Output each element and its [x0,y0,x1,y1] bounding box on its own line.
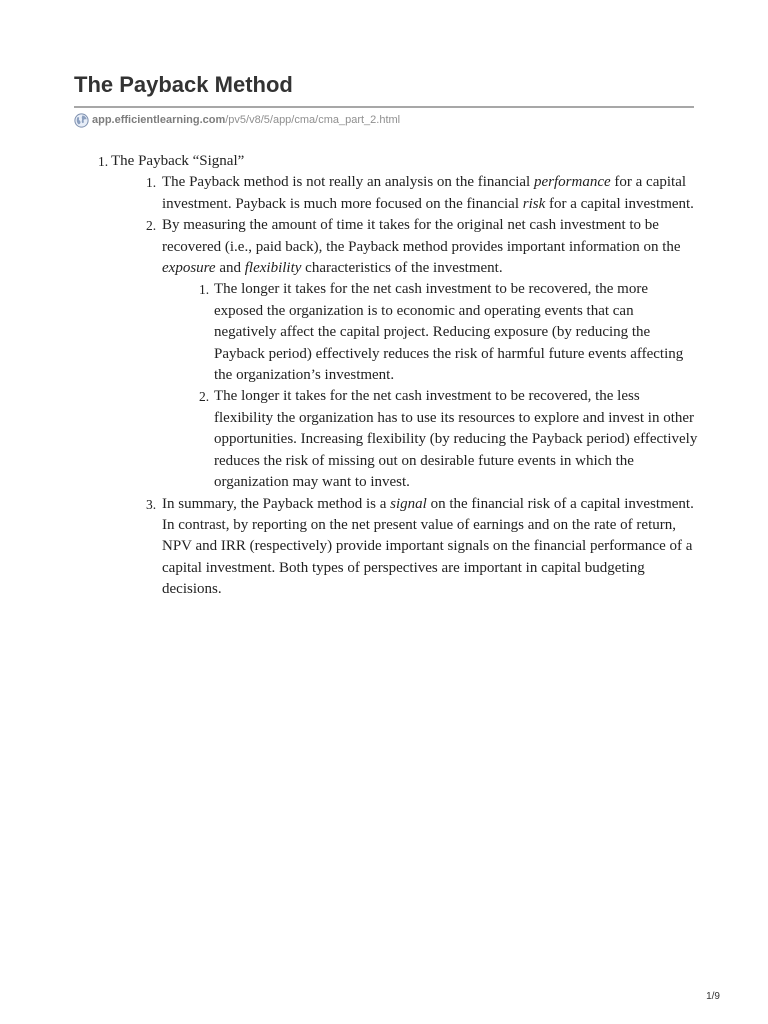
list-item [146,494,698,601]
paragraph-text: The longer it takes for the net cash investment to be recovered, the less flexibility the organization has to use its resources to explore and invest in other opportunities. Increasing flexibility (by reducing the Payback period) effectively reduces the risk of missing out on desirable future events in which the organization may want to invest. [214,388,698,491]
emphasis-text: exposure [162,260,216,277]
list-number: 3. [146,496,157,512]
list-item [146,172,698,215]
paragraph-text: for a capital investment. Payback is much more focused on the financial [162,174,687,212]
paragraph-text: The longer it takes for the net cash investment to be recovered, the more exposed the organization is to economic and operating events that can negatively affect the capital project. Reducing exposure (by reducing the Payback period) effectively reduces the risk of harmful future events affecting the organization’s investment. [214,281,684,384]
outline-list [98,151,698,601]
source-host: app.efficientlearning.com [92,114,226,126]
sub-sub-list [200,279,698,493]
list-number: 1. [98,154,109,169]
document-body [98,151,698,601]
source-path: /pv5/v8/5/app/cma/cma_part_2.html [225,114,401,126]
page-indicator: 1/9 [706,991,720,1002]
emphasis-text: performance [533,174,611,191]
list-item [98,151,698,601]
source-url[interactable] [74,112,400,128]
paragraph-text: on the financial risk of a capital investment. In contrast, by reporting on the net present value of earnings and on the rate of return, NPV and IRR (respectively) provide important signals on the financial performance of a capital investment. Both types of perspectives are important in capital budgeting decisions. [162,495,694,598]
list-item [146,215,698,493]
paragraph-text: and [215,260,245,277]
list-number: 2. [146,218,157,234]
emphasis-text: flexibility [244,260,302,277]
list-number: 1. [146,175,157,191]
list-number: 2. [199,389,210,405]
paragraph-text: for a capital investment. [545,195,694,212]
section-heading: The Payback “Signal” [111,153,245,169]
page-title: The Payback Method [74,72,293,97]
paragraph-text: In summary, the Payback method is a [162,495,391,512]
paragraph-text: characteristics of the investment. [301,260,503,277]
emphasis-text: signal [390,495,427,512]
globe-icon [74,113,89,128]
title-divider [74,106,694,108]
sub-list [146,172,698,600]
list-number: 1. [199,282,210,298]
list-item [200,386,698,493]
list-item [200,279,698,386]
emphasis-text: risk [522,195,546,212]
paragraph-text: The Payback method is not really an analysis on the financial [162,174,534,191]
paragraph-text: By measuring the amount of time it takes for the original net cash investment to be recovered (i.e., paid back), the Payback method provides important information on the [162,217,681,255]
